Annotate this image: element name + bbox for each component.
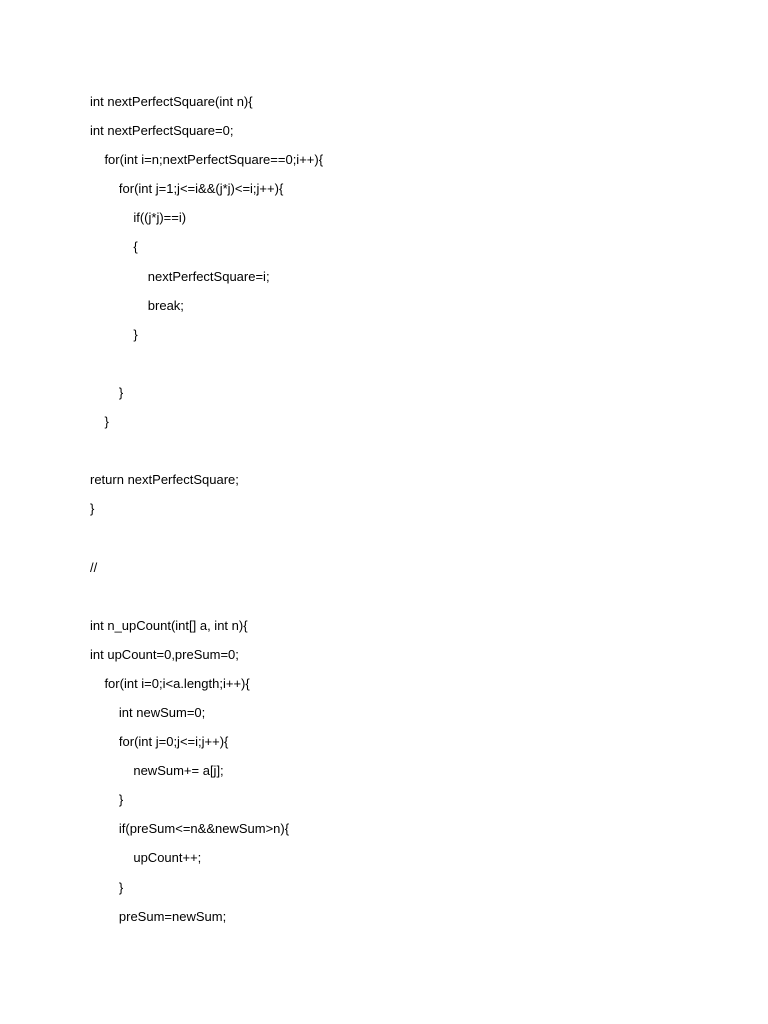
blank-line	[90, 528, 728, 557]
code-line: }	[90, 879, 124, 895]
code-line: }	[90, 414, 109, 430]
code-line: int nextPerfectSquare(int n){	[90, 94, 253, 109]
comment-line: //	[90, 559, 98, 575]
code-line: newSum+= a[j];	[90, 763, 224, 779]
code-line: }	[90, 384, 124, 400]
code-line: }	[90, 792, 124, 808]
code-line: if((j*j)==i)	[90, 210, 187, 226]
blank-line	[90, 587, 728, 616]
code-line: for(int i=n;nextPerfectSquare==0;i++){	[90, 152, 324, 168]
code-line: {	[90, 239, 138, 255]
code-line: nextPerfectSquare=i;	[90, 268, 270, 284]
code-line: for(int j=0;j<=i;j++){	[90, 734, 229, 750]
code-line: int n_upCount(int[] a, int n){	[90, 617, 248, 633]
code-line: }	[90, 501, 95, 517]
code-line: if(preSum<=n&&newSum>n){	[90, 821, 290, 837]
code-line: break;	[90, 297, 184, 313]
code-line: int nextPerfectSquare=0;	[90, 123, 234, 139]
code-line: for(int i=0;i<a.length;i++){	[90, 675, 250, 691]
code-line: preSum=newSum;	[90, 908, 227, 924]
blank-line	[90, 354, 728, 383]
code-line: int newSum=0;	[90, 704, 206, 720]
code-block	[90, 92, 728, 936]
code-line: }	[90, 326, 138, 342]
code-line: upCount++;	[90, 850, 202, 866]
blank-line	[90, 441, 728, 470]
code-line: int upCount=0,preSum=0;	[90, 646, 239, 662]
code-line: for(int j=1;j<=i&&(j*j)<=i;j++){	[90, 181, 284, 197]
code-line: return nextPerfectSquare;	[90, 472, 239, 488]
